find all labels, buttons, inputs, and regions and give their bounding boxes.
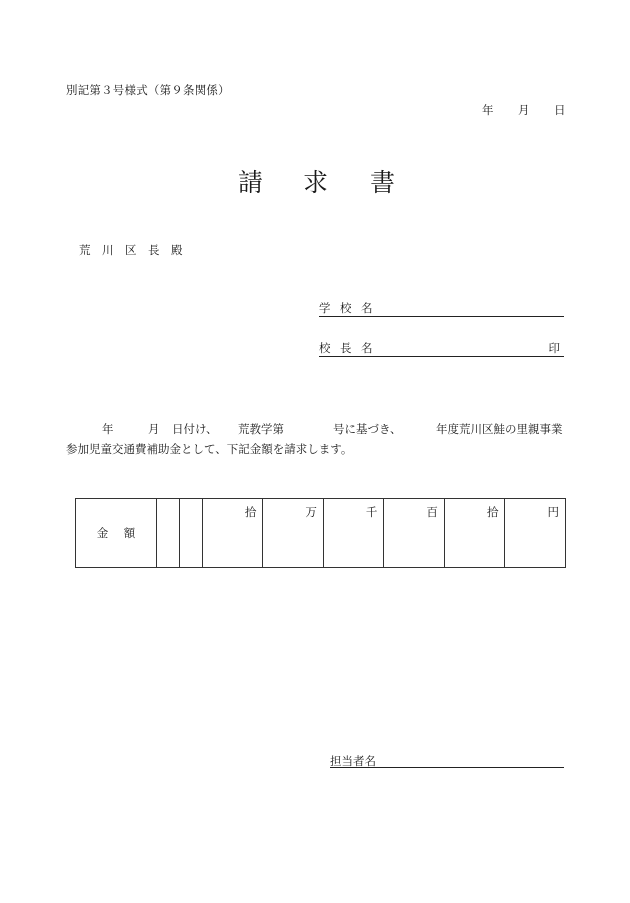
contact-person-label: 担当者名 xyxy=(330,754,376,768)
title-char: 求 xyxy=(303,168,329,197)
addressee-char: 荒 xyxy=(79,243,91,257)
principal-name-label: 校 長 名 xyxy=(319,341,373,355)
addressee-char: 長 xyxy=(148,243,160,257)
addressee xyxy=(79,242,194,258)
addressee-char: 川 xyxy=(102,243,114,257)
form-number: 別記第３号様式（第９条関係） xyxy=(66,83,230,97)
body-text-line-2: 参加児童交通費補助金として、下記金額を請求します。 xyxy=(66,442,353,456)
title-char: 請 xyxy=(238,168,264,197)
amount-digit-cell[interactable]: 拾 xyxy=(202,499,263,568)
amount-digit-cell[interactable]: 円 xyxy=(505,499,566,568)
body-year: 年 xyxy=(102,422,114,436)
amount-digit-cell[interactable] xyxy=(179,499,202,568)
seal-mark: 印 xyxy=(548,341,560,355)
body-ref-number-suffix: 号に基づき、 xyxy=(333,422,402,436)
school-name-label: 学 校 名 xyxy=(319,301,373,315)
date-year-label: 年 xyxy=(482,103,494,117)
amount-digit-cell[interactable]: 拾 xyxy=(444,499,505,568)
amount-digit-cell[interactable] xyxy=(157,499,180,568)
principal-name-field[interactable] xyxy=(319,340,564,357)
contact-person-field[interactable] xyxy=(330,753,564,768)
amount-digit-cell[interactable]: 万 xyxy=(263,499,324,568)
amount-label: 金 額 xyxy=(76,499,157,568)
date-day-label: 日 xyxy=(554,103,566,117)
body-ref-number-prefix: 荒教学第 xyxy=(238,422,284,436)
amount-digit-cell[interactable]: 百 xyxy=(384,499,445,568)
amount-digit-cell[interactable]: 千 xyxy=(323,499,384,568)
addressee-char: 殿 xyxy=(171,243,183,257)
date-month-label: 月 xyxy=(518,103,530,117)
body-program-name: 年度荒川区鮭の里親事業 xyxy=(436,422,563,436)
amount-table xyxy=(75,498,566,568)
addressee-char: 区 xyxy=(125,243,137,257)
title-char: 書 xyxy=(370,168,396,197)
body-month: 月 xyxy=(148,422,160,436)
school-name-field[interactable] xyxy=(319,300,564,317)
body-day: 日付け、 xyxy=(172,422,218,436)
